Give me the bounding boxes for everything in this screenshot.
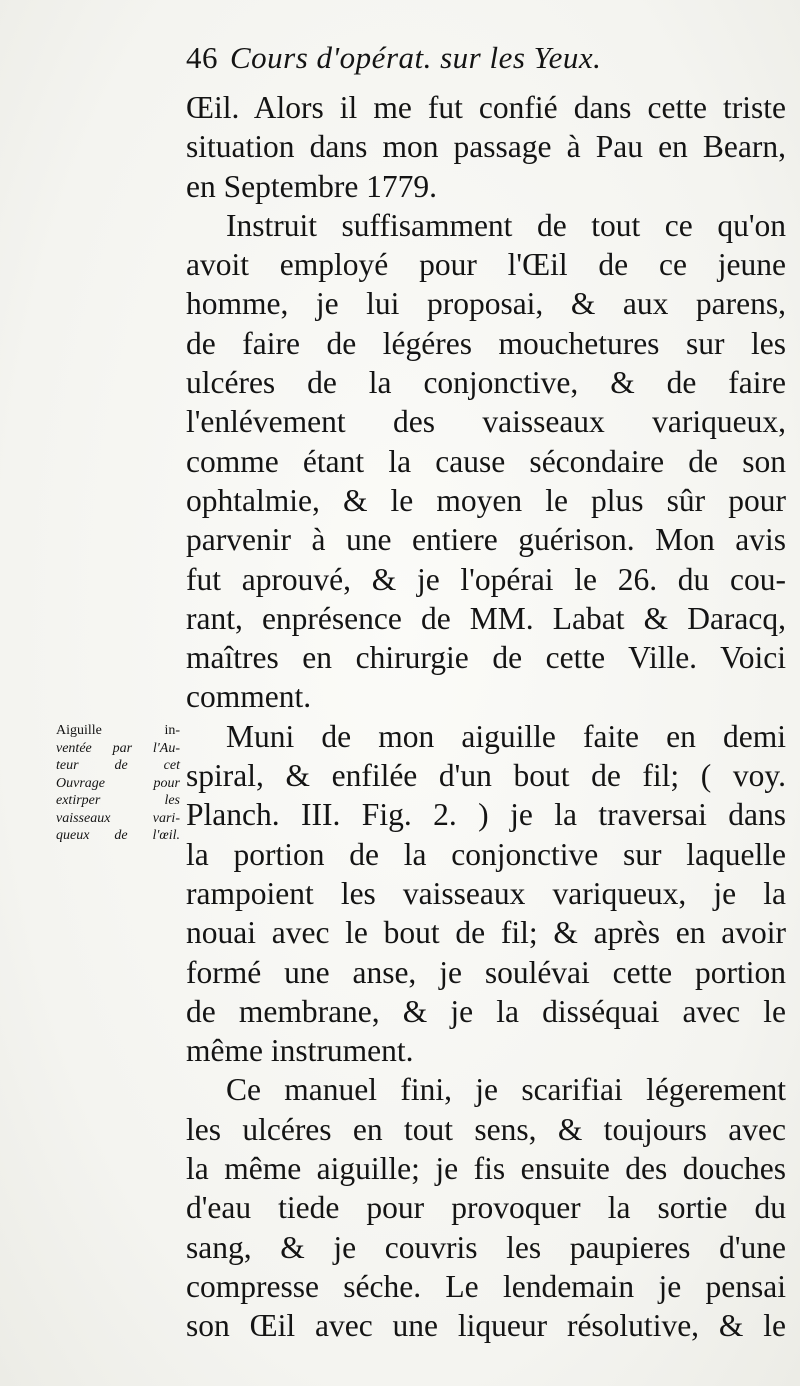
running-title: Cours d'opérat. sur les Yeux. xyxy=(230,40,602,75)
text-line: Œil. Alors il me fut confié dans cette triste xyxy=(186,90,786,125)
text-line: homme, je lui proposai, & aux parens, xyxy=(186,286,786,322)
text-line: comment. xyxy=(186,679,312,715)
text-line: la portion de la conjonctive sur laquelle xyxy=(186,836,786,872)
page-number: 46 xyxy=(186,40,218,75)
text-line: de membrane, & je la disséquai avec le xyxy=(186,993,786,1029)
text-line: fut aprouvé, & je l'opérai le 26. du cou- xyxy=(186,561,786,597)
margin-note-line: extirper les xyxy=(56,793,180,808)
text-line: Planch. III. Fig. 2. ) je la traversai dans xyxy=(186,797,786,833)
text-line: ophtalmie, & le moyen le plus sûr pour xyxy=(186,482,786,518)
body-text xyxy=(186,88,786,1346)
text-line: la même aiguille; je fis ensuite des douches xyxy=(186,1151,786,1187)
margin-note-line: vaisseaux vari- xyxy=(56,810,180,826)
text-line: son Œil avec une liqueur résolutive, & le xyxy=(186,1308,786,1344)
margin-note-line: ventée par l'Au- xyxy=(56,740,180,756)
text-line: avoit employé pour l'Œil de ce jeune xyxy=(186,247,786,283)
text-line: Instruit suffisamment de tout ce qu'on xyxy=(226,207,786,243)
text-line: formé une anse, je soulévai cette portion xyxy=(186,954,786,990)
text-line: en Septembre 1779. xyxy=(186,168,438,204)
text-line: Ce manuel fini, je scarifiai légerement xyxy=(226,1072,786,1108)
text-line: spiral, & enfilée d'un bout de fil; ( voy. xyxy=(186,758,786,794)
margin-note-line: queux de l'œil. xyxy=(56,828,180,843)
text-line: ulcéres de la conjonctive, & de faire xyxy=(186,365,786,401)
text-line: d'eau tiede pour provoquer la sortie du xyxy=(186,1190,786,1226)
margin-note-line: Ouvrage pour xyxy=(56,775,180,791)
text-line: nouai avec le bout de fil; & après en avoir xyxy=(186,915,786,951)
text-line: comme étant la cause sécondaire de son xyxy=(186,443,786,479)
margin-note xyxy=(56,722,180,845)
text-line: l'enlévement des vaisseaux variqueux, xyxy=(186,404,786,440)
text-line: de faire de légéres mouchetures sur les xyxy=(186,325,786,361)
text-line: même instrument. xyxy=(186,1033,414,1069)
margin-note-line: teur de cet xyxy=(56,758,180,773)
text-line: situation dans mon passage à Pau en Bearn, xyxy=(186,129,786,165)
text-line: rampoient les vaisseaux variqueux, je la xyxy=(186,875,786,911)
text-line: parvenir à une entiere guérison. Mon avis xyxy=(186,522,786,558)
text-line: les ulcéres en tout sens, & toujours avec xyxy=(186,1111,786,1147)
margin-note-line: Aiguille in- xyxy=(56,723,180,738)
text-line: sang, & je couvris les paupieres d'une xyxy=(186,1229,786,1265)
text-line: Muni de mon aiguille faite en demi xyxy=(226,718,786,754)
text-line: maîtres en chirurgie de cette Ville. Voici xyxy=(186,640,786,676)
text-line: compresse séche. Le lendemain je pensai xyxy=(186,1268,786,1304)
text-line: rant, enprésence de MM. Labat & Daracq, xyxy=(186,600,786,636)
